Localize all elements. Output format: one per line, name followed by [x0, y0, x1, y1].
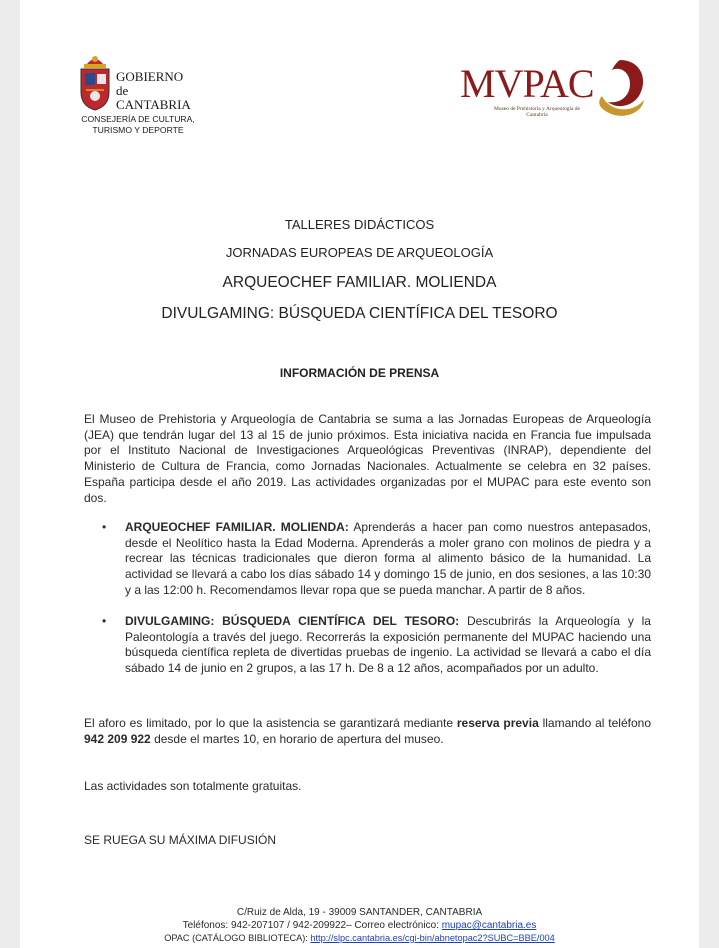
opac-link[interactable]: http://slpc.cantabria.es/cgi-bin/abnetopac2?SUBC=BBE/004: [310, 933, 555, 943]
list-item-divulgaming: [125, 614, 651, 677]
closing-line: SE RUEGA SU MÁXIMA DIFUSIÓN: [84, 833, 277, 847]
footer-phones: Teléfonos: 942-207107 / 942-209922– Correo electrónico:: [182, 920, 442, 931]
bullet-title: DIVULGAMING: BÚSQUEDA CIENTÍFICA DEL TESORO:: [125, 614, 460, 628]
aforo-text-a: El aforo es limitado, por lo que la asistencia se garantizará mediante: [84, 716, 457, 730]
mupac-tagline: [462, 106, 612, 118]
intro-paragraph: El Museo de Prehistoria y Arqueología de Cantabria se suma a las Jornadas Europeas de Arqueología (JEA) que tendrán lugar del 13 al 15 de junio próximos. Esta iniciativa nacida en Francia fue impulsada por el Instituto Nacional de Investigaciones Arqueológicas Preventivas (INRAP), dependiente del Ministerio de Cultura de Francia, como Jornadas Nacionales. Actualmente se celebra en 32 países. España participa desde el año 2019. Las actividades organizadas por el MUPAC para este evento son dos.: [84, 412, 651, 505]
mupac-tagline-line-2: Cantabria: [526, 112, 548, 118]
consejeria-line-1: CONSEJERÍA DE CULTURA,: [81, 114, 195, 124]
document-page: [20, 0, 699, 948]
aforo-text-c: llamando al teléfono: [538, 716, 651, 730]
email-link[interactable]: mupac@cantabria.es: [441, 920, 537, 931]
free-paragraph: Las actividades son totalmente gratuitas.: [84, 779, 302, 793]
gov-line-3: CANTABRIA: [116, 97, 191, 112]
aforo-paragraph: [84, 716, 651, 747]
footer-contact: [20, 920, 699, 931]
gobierno-cantabria-logo: [78, 52, 228, 144]
bullet-text: Descubrirás la Arqueología y la Paleontología a través del juego. Recorrerás la exposición permanente del MUPAC haciendo una búsqueda científica repleta de divertidas pruebas de ingenio. La actividad se llevará a cabo el día sábado 14 de junio en 2 grupos, a las 17 h. De 8 a 12 años, acompañados por un adulto.: [125, 614, 651, 676]
bullet-title: ARQUEOCHEF FAMILIAR. MOLIENDA:: [125, 520, 349, 534]
mupac-tagline-line-1: Museo de Prehistoria y Arqueología de: [494, 106, 580, 112]
gobierno-text: [116, 70, 191, 112]
reserva-previa: reserva previa: [456, 716, 539, 730]
title-jornadas: JORNADAS EUROPEAS DE ARQUEOLOGÍA: [225, 245, 494, 260]
consejeria-line-2: TURISMO Y DEPORTE: [92, 125, 184, 135]
bullet-text: Aprenderás a hacer pan como nuestros antepasados, desde el Neolítico hasta la Edad Moderna. Aprenderás a moler grano con molinos de piedra y a recrear las técnicas tradicionales que dieron forma al alimento básico de la humanidad. La actividad se llevará a cabo los días sábado 14 y domingo 15 de junio, en dos sesiones, a las 10:30 y a las 12:00 h. Recomendamos llevar ropa que se pueda manchar. A partir de 8 años.: [125, 520, 651, 597]
phone-number: 942 209 922: [84, 731, 151, 746]
gov-line-2: de: [116, 83, 129, 98]
aforo-text-d: desde el martes 10, en horario de apertura del museo.: [150, 731, 444, 746]
mupac-logo: [460, 56, 660, 126]
opac-label: OPAC (CATÁLOGO BIBLIOTECA):: [164, 933, 311, 943]
consejeria-text: [74, 114, 202, 136]
title-divulgaming: DIVULGAMING: BÚSQUEDA CIENTÍFICA DEL TESORO: [161, 305, 558, 322]
mupac-wordmark: MVPAC: [460, 61, 594, 106]
press-heading: INFORMACIÓN DE PRENSA: [279, 366, 440, 380]
gov-line-1: GOBIERNO: [116, 69, 184, 84]
cantabria-coat-of-arms-icon: [78, 54, 112, 112]
footer-address: C/Ruiz de Alda, 19 - 39009 SANTANDER, CANTABRIA: [236, 907, 483, 918]
title-talleres: TALLERES DIDÁCTICOS: [284, 217, 435, 232]
list-item-arqueochef: [125, 520, 651, 599]
title-arqueochef: ARQUEOCHEF FAMILIAR. MOLIENDA: [222, 274, 497, 291]
footer-opac: [20, 933, 699, 943]
